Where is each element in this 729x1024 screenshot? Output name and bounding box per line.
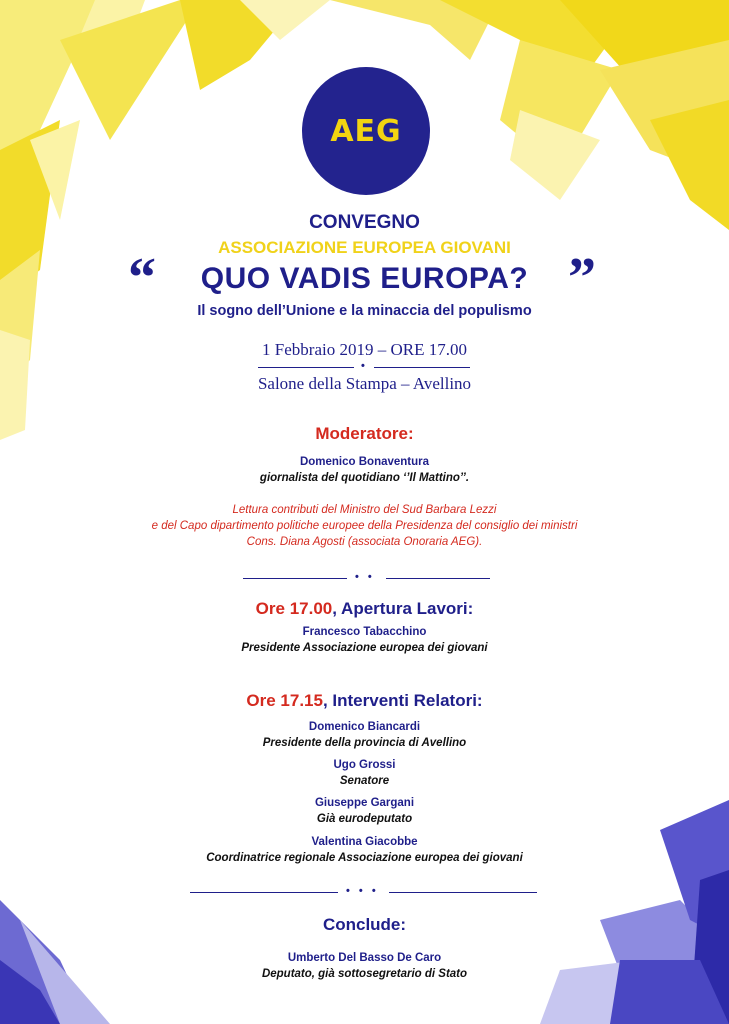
section-divider-2-dots: • • • [346, 885, 379, 897]
speakers-title: , Interventi Relatori: [322, 691, 483, 710]
speakers-heading [0, 691, 729, 711]
closing-name: Umberto Del Basso De Caro [287, 952, 442, 964]
section-divider-1-dots: • • [355, 571, 375, 583]
divider-line-right [374, 367, 470, 368]
logo-text: AEG [330, 113, 402, 149]
event-type: CONVEGNO [309, 212, 420, 233]
moderator-note-line-3: Cons. Diana Agosti (associata Onoraria AEG). [246, 536, 483, 548]
moderator-name: Domenico Bonaventura [299, 456, 430, 468]
opening-role: Presidente Associazione europea dei giovani [241, 642, 488, 654]
opening-heading [0, 599, 729, 619]
aeg-logo [302, 67, 430, 195]
section-divider-1-right [386, 578, 490, 579]
divider-line-left [258, 367, 354, 368]
section-divider-2-right [389, 892, 537, 893]
speaker-role: Senatore [339, 775, 390, 787]
event-subtitle: Il sogno dell’Unione e la minaccia del populismo [197, 303, 532, 319]
section-divider-1-left [243, 578, 347, 579]
open-quote: “ [128, 247, 156, 309]
opening-name: Francesco Tabacchino [302, 626, 427, 638]
section-divider-2-left [190, 892, 338, 893]
speaker-role: Presidente della provincia di Avellino [262, 737, 467, 749]
moderator-note-line-2: e del Capo dipartimento politiche europee della Presidenza del consiglio dei ministri [151, 520, 578, 532]
speaker-role: Già eurodeputato [316, 813, 413, 825]
speaker-name: Domenico Biancardi [308, 721, 421, 733]
close-quote: ” [568, 247, 596, 309]
divider-dot: • [361, 360, 365, 372]
speaker-role: Coordinatrice regionale Associazione europea dei giovani [206, 852, 523, 864]
opening-title: , Apertura Lavori: [332, 599, 474, 618]
speaker-name: Ugo Grossi [333, 759, 396, 771]
moderator-heading: Moderatore: [315, 424, 414, 443]
closing-heading: Conclude: [322, 915, 407, 934]
organization-name: ASSOCIAZIONE EUROPEA GIOVANI [218, 238, 511, 257]
opening-time: Ore 17.00 [255, 599, 333, 618]
event-date: 1 Febbraio 2019 – ORE 17.00 [262, 340, 467, 359]
speaker-name: Valentina Giacobbe [311, 836, 418, 848]
moderator-role: giornalista del quotidiano ‘’Il Mattino’’. [259, 472, 470, 484]
moderator-note-line-1: Lettura contributi del Ministro del Sud Barbara Lezzi [232, 504, 497, 516]
speaker-name: Giuseppe Gargani [314, 797, 415, 809]
closing-role: Deputato, già sottosegretario di Stato [261, 968, 468, 980]
event-venue: Salone della Stampa – Avellino [257, 374, 472, 393]
event-title: QUO VADIS EUROPA? [200, 262, 529, 295]
speakers-time: Ore 17.15 [246, 691, 323, 710]
